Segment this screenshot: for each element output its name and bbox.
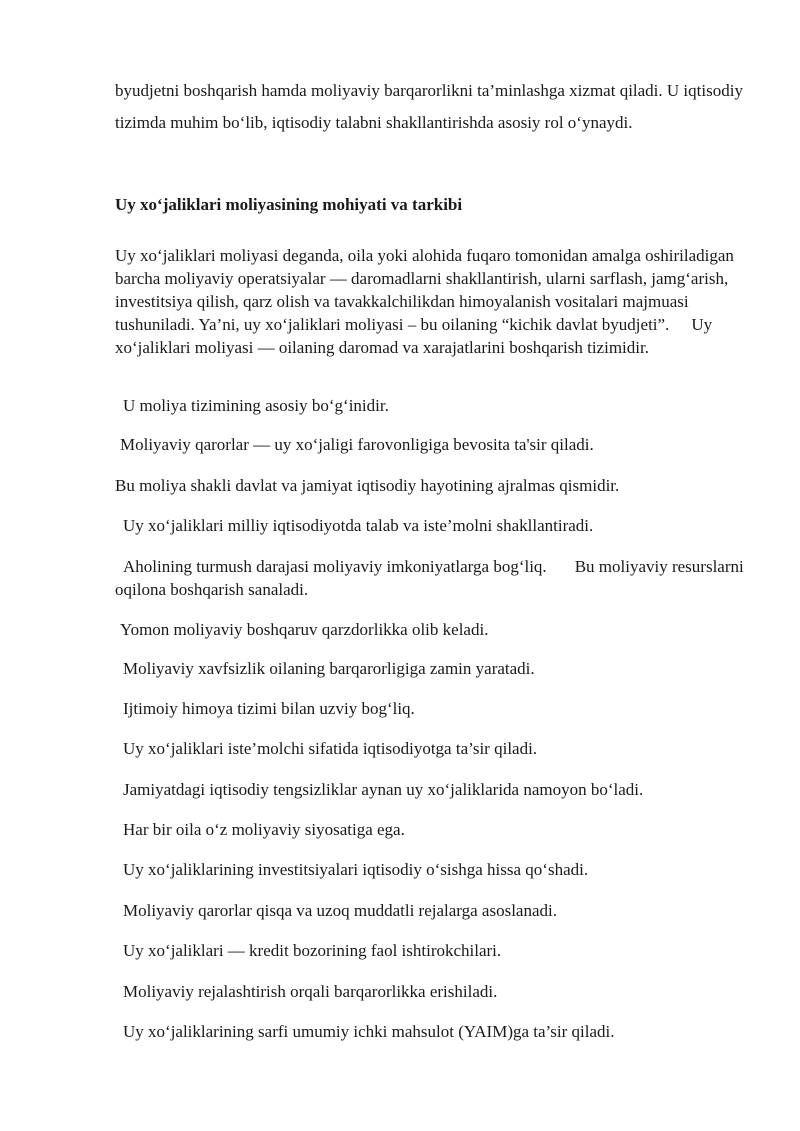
statement-line: Yomon moliyaviy boshqaruv qarzdorlikka olib keladi. [120, 620, 489, 639]
statement-line: Moliyaviy qarorlar — uy xo‘jaligi farovonligiga bevosita ta'sir qiladi. [120, 435, 594, 454]
statement-paragraph [115, 555, 755, 601]
statement-line: Moliyaviy rejalashtirish orqali barqarorlikka erishiladi. [123, 982, 498, 1001]
statement-line: Uy xo‘jaliklari iste’molchi sifatida iqtisodiyotga ta’sir qiladi. [123, 739, 538, 758]
statement-line: Moliyaviy xavfsizlik oilaning barqarorligiga zamin yaratadi. [123, 659, 535, 678]
statement-line: Uy xo‘jaliklari — kredit bozorining faol ishtirokchilari. [123, 941, 502, 960]
statement-part-2: Bu moliyaviy resurslarni oqilona boshqarish sanaladi. [115, 557, 744, 599]
statement-part-1: Aholining turmush darajasi moliyaviy imkoniyatlarga bog‘liq. [123, 557, 547, 576]
intro-paragraph: byudjetni boshqarish hamda moliyaviy barqarorlikni ta’minlashga xizmat qiladi. U iqtisodiy tizimda muhim bo‘lib, iqtisodiy talabni shakllantirishda asosiy rol o‘ynaydi. [115, 81, 743, 132]
statement-line: Ijtimoiy himoya tizimi bilan uzviy bog‘liq. [123, 699, 415, 718]
statement-line: Har bir oila o‘z moliyaviy siyosatiga ega. [123, 820, 405, 839]
definition-part-1: Uy xo‘jaliklari moliyasi deganda, oila yoki alohida fuqaro tomonidan amalga oshiriladigan barcha moliyaviy operatsiyalar — daromadlarni shakllantirish, ularni sarflash, jamg‘arish, investitsiya qilish, qarz olish va tavakkalchilikdan himoyalanish vositalari majmuasi tushuniladi. Ya’ni, uy xo‘jaliklari moliyasi – bu oilaning “kichik davlat byudjeti”. [115, 246, 734, 334]
statement-line: U moliya tizimining asosiy bo‘g‘inidir. [123, 396, 389, 415]
statement-line: Uy xo‘jaliklarining investitsiyalari iqtisodiy o‘sishga hissa qo‘shadi. [123, 860, 589, 879]
definition-part-2: Uy xo‘jaliklari moliyasi — oilaning daromad va xarajatlarini boshqarish tizimidir. [115, 315, 713, 357]
statement-line: Moliyaviy qarorlar qisqa va uzoq muddatli rejalarga asoslanadi. [123, 901, 557, 920]
section-heading: Uy xo‘jaliklari moliyasining mohiyati va tarkibi [115, 195, 463, 214]
statement-line: Bu moliya shakli davlat va jamiyat iqtisodiy hayotining ajralmas qismidir. [115, 476, 620, 495]
statement-line: Uy xo‘jaliklari milliy iqtisodiyotda talab va iste’molni shakllantiradi. [123, 516, 594, 535]
statement-line: Uy xo‘jaliklarining sarfi umumiy ichki mahsulot (YAIM)ga ta’sir qiladi. [123, 1022, 615, 1041]
statement-line: Jamiyatdagi iqtisodiy tengsizliklar aynan uy xo‘jaliklarida namoyon bo‘ladi. [123, 780, 644, 799]
definition-paragraph [115, 244, 755, 359]
